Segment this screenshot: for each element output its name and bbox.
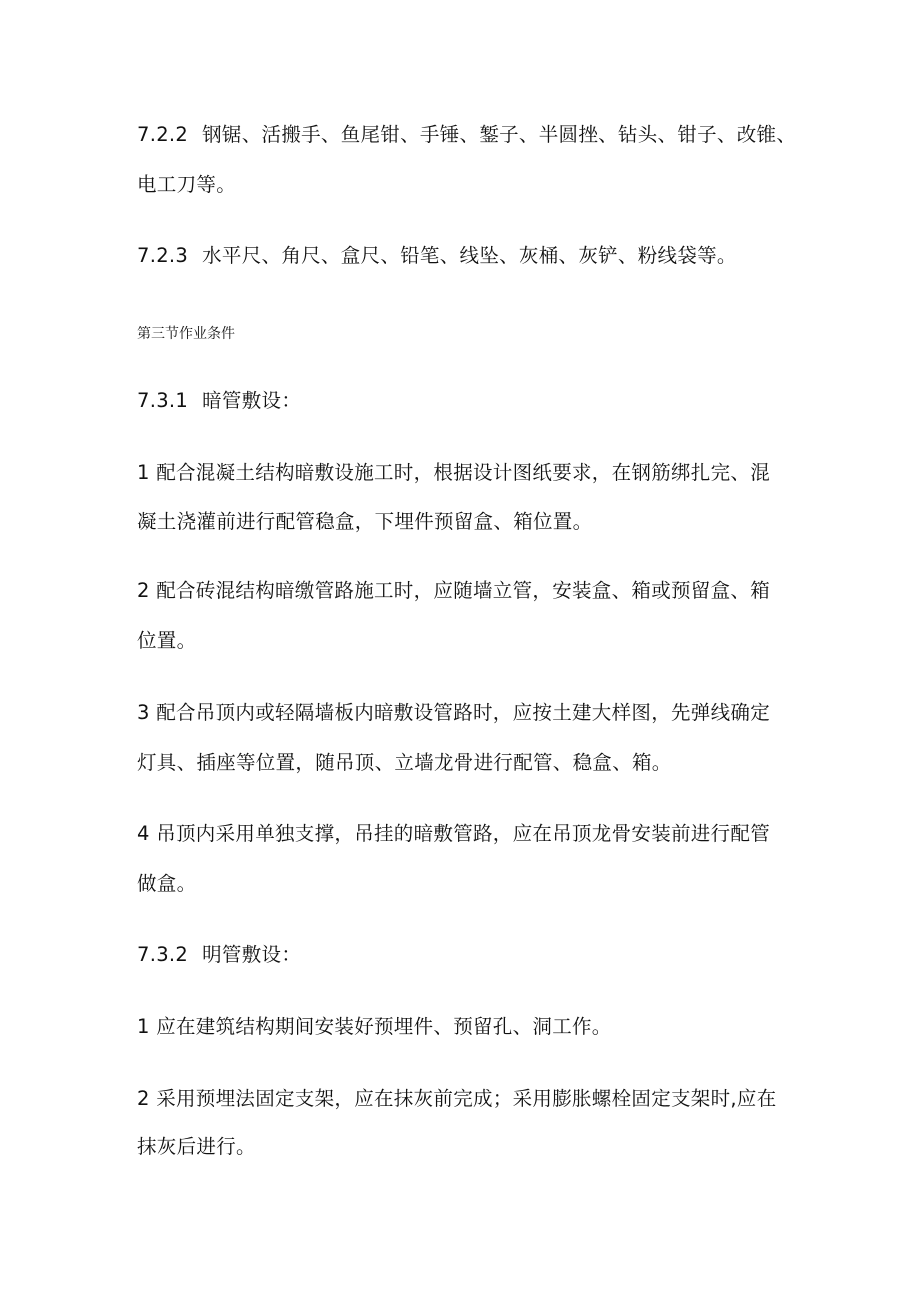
paragraph-3-line-1: 3 配合吊顶内或轻隔墙板内暗敷设管路时，应按土建大样图，先弹线确定 — [137, 701, 771, 724]
item-number: 7.3.2 — [137, 943, 189, 966]
item-text: 水平尺、角尺、盒尺、铅笔、线坠、灰桶、灰铲、粉线袋等。 — [202, 244, 737, 267]
item-number: 7.2.3 — [137, 244, 189, 267]
item-7-3-1 — [137, 389, 301, 413]
item-number: 7.2.2 — [137, 123, 189, 146]
paragraph-2-line-1: 2 配合砖混结构暗缴管路施工时，应随墙立管，安装盒、箱或预留盒、箱 — [137, 579, 771, 602]
item-text: 暗管敷设： — [202, 389, 302, 412]
paragraph-4-line-2: 做盒。 — [137, 872, 197, 895]
paragraph-1-line-2: 凝土浇灌前进行配管稳盒，下埋件预留盒、箱位置。 — [137, 510, 593, 533]
item-number: 7.3.1 — [137, 389, 189, 412]
item-7-2-2-line-2: 电工刀等。 — [137, 173, 237, 196]
paragraph-6-line-1: 2 采用预埋法固定支架，应在抹灰前完成；采用膨胀螺栓固定支架时,应在 — [137, 1087, 777, 1110]
paragraph-1-line-1: 1 配合混凝土结构暗敷设施工时，根据设计图纸要求，在钢筋绑扎完、混 — [137, 461, 771, 484]
item-text: 明管敷设： — [202, 943, 302, 966]
paragraph-6-line-2: 抹灰后进行。 — [137, 1135, 256, 1158]
section-heading: 第三节作业条件 — [137, 326, 235, 342]
item-7-2-3 — [137, 244, 737, 268]
item-text: 钢锯、活搬手、鱼尾钳、手锤、錾子、半圆挫、钻头、钳子、改锥、 — [202, 123, 797, 146]
paragraph-3-line-2: 灯具、插座等位置，随吊顶、立墙龙骨进行配管、稳盒、箱。 — [137, 751, 672, 774]
item-7-2-2-line-1 — [137, 123, 796, 147]
paragraph-5-line-1: 1 应在建筑结构期间安装好预埋件、预留孔、洞工作。 — [137, 1015, 612, 1038]
item-7-3-2 — [137, 943, 301, 967]
paragraph-2-line-2: 位置。 — [137, 629, 197, 652]
paragraph-4-line-1: 4 吊顶内采用单独支撑，吊挂的暗敷管路，应在吊顶龙骨安装前进行配管 — [137, 822, 771, 845]
